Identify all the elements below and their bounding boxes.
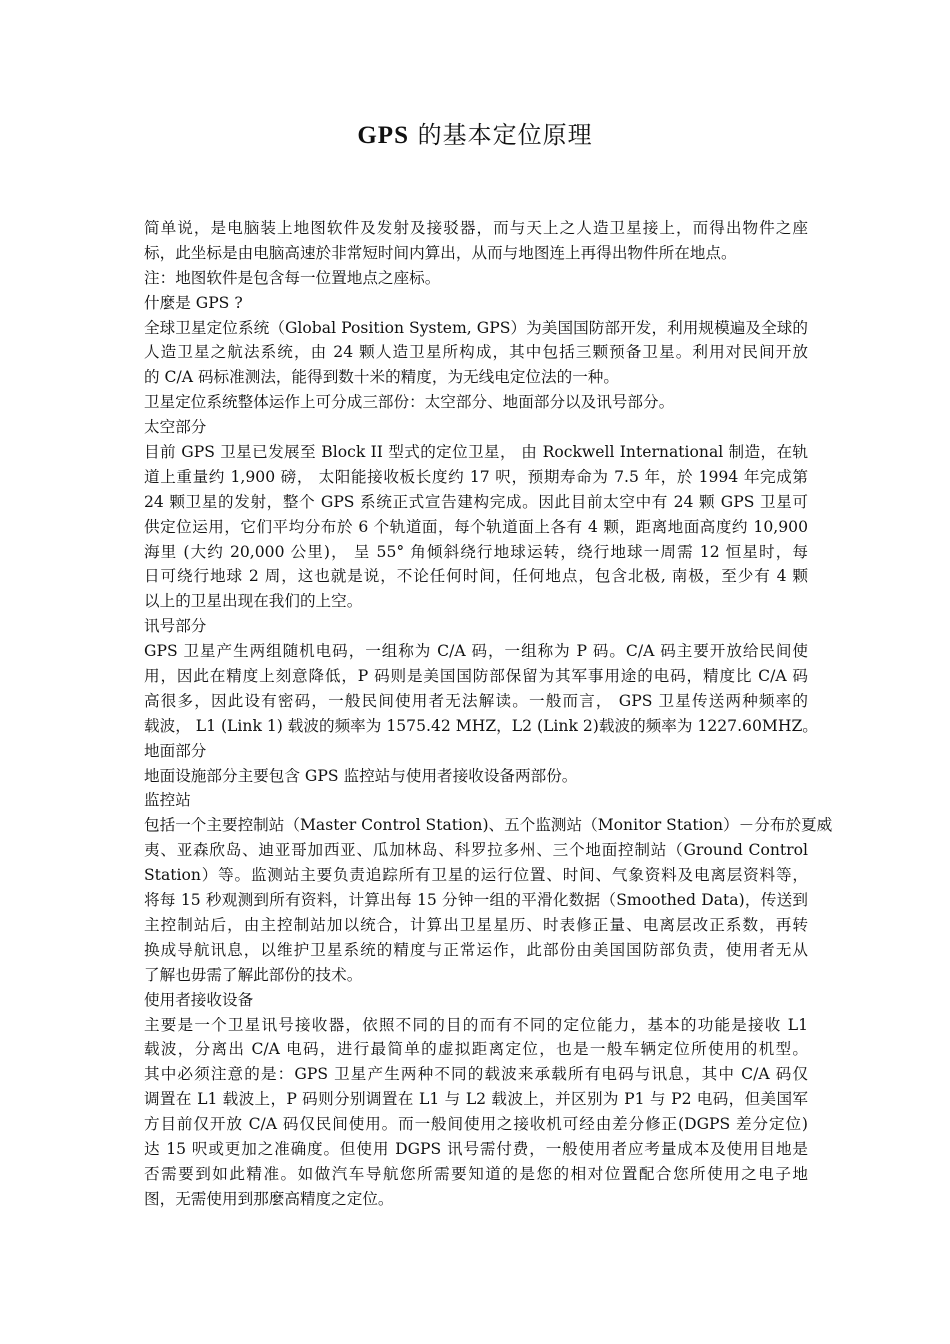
text-line: 换成导航讯息，以维护卫星系统的精度与正常运作，此部份由美国国防部负责，使用者无从 (144, 940, 808, 959)
text-line: 太空部分 (144, 418, 207, 437)
text-line: 什麼是 GPS ? (144, 293, 243, 312)
text-line: 简单说，是电脑装上地图软件及发射及接驳器，而与天上之人造卫星接上，而得出物件之座 (144, 219, 808, 237)
title-bold: GPS (357, 122, 409, 149)
text-line: 用，因此在精度上刻意降低，P 码则是美国国防部保留为其军事用途的电码，精度比 C/A 码 (144, 667, 808, 686)
text-line: 方目前仅开放 C/A 码仅民间使用。而一般间使用之接收机可经由差分修正(DGPS 差分定位) (144, 1115, 808, 1134)
text-line: 24 颗卫星的发射，整个 GPS 系统正式宣告建构完成。因此目前太空中有 24 颗 GPS 卫星可 (144, 492, 808, 511)
text-line: 调置在 L1 载波上，P 码则分别调置在 L1 与 L2 载波上，并区别为 P1 与 P2 电码，但美国军 (144, 1090, 808, 1109)
text-line: 海里 (大约 20,000 公里)， 呈 55° 角倾斜绕行地球运转，绕行地球一周需 12 恒星时，每 (144, 542, 808, 561)
text-line: GPS 卫星产生两组随机电码，一组称为 C/A 码，一组称为 P 码。C/A 码主要开放给民间使 (144, 642, 808, 661)
text-line: 主控制站后，由主控制站加以统合，计算出卫星星历、时表修正量、电离层改正系数，再转 (144, 915, 808, 934)
text-line: 图，无需使用到那麼高精度之定位。 (144, 1189, 394, 1208)
text-line: 监控站 (144, 791, 191, 810)
text-line: 人造卫星之航法系统，由 24 颗人造卫星所构成，其中包括三颗预备卫星。利用对民间开放 (144, 343, 808, 362)
text-line: 达 15 呎或更加之准确度。但使用 DGPS 讯号需付费，一般使用者应考量成本及使用目地是 (144, 1139, 808, 1158)
text-line: 了解也毋需了解此部份的技术。 (144, 965, 363, 984)
text-line: 注：地图软件是包含每一位置地点之座标。 (144, 268, 441, 287)
body-text (144, 216, 833, 1212)
text-line: 载波， L1 (Link 1) 载波的频率为 1575.42 MHZ，L2 (Link 2)载波的频率为 1227.60MHZ。 (144, 716, 818, 735)
text-line: 全球卫星定位系统（Global Position System, GPS）为美国国防部开发，利用规模遍及全球的 (144, 318, 808, 337)
text-line: 道上重量约 1,900 磅， 太阳能接收板长度约 17 呎，预期寿命为 7.5 年，於 1994 年完成第 (144, 467, 808, 486)
text-line: 使用者接收设备 (144, 990, 254, 1009)
text-line: 目前 GPS 卫星已发展至 Block II 型式的定位卫星， 由 Rockwell International 制造，在轨 (144, 443, 808, 462)
text-line: 地面设施部分主要包含 GPS 监控站与使用者接收设备两部份。 (144, 766, 578, 785)
text-line: 夷、亚森欣岛、迪亚哥加西亚、瓜加林岛、科罗拉多州、三个地面控制站（Ground Control (144, 841, 808, 860)
text-line: Station）等。监测站主要负责追踪所有卫星的运行位置、时间、气象资料及电离层资料等， (144, 866, 808, 885)
text-line: 的 C/A 码标准测法，能得到数十米的精度，为无线电定位法的一种。 (144, 368, 619, 387)
text-line: 将每 15 秒观测到所有资料，计算出每 15 分钟一组的平滑化数据（Smoothed Data)，传送到 (144, 891, 808, 910)
text-line: 否需要到如此精准。如做汽车导航您所需要知道的是您的相对位置配合您所使用之电子地 (144, 1164, 808, 1183)
text-line: 主要是一个卫星讯号接收器，依照不同的目的而有不同的定位能力，基本的功能是接收 L1 (144, 1015, 808, 1034)
text-line: 包括一个主要控制站（Master Control Station)、五个监测站（Monitor Station）－分布於夏威 (144, 816, 833, 835)
title-rest: 的基本定位原理 (417, 121, 593, 149)
text-line: 载波，分离出 C/A 电码，进行最简单的虚拟距离定位，也是一般车辆定位所使用的机型。 (144, 1040, 808, 1059)
text-line: 讯号部分 (144, 617, 207, 636)
text-line: 卫星定位系统整体运作上可分成三部份：太空部分、地面部分以及讯号部分。 (144, 393, 675, 412)
text-line: 高很多，因此设有密码，一般民间使用者无法解读。一般而言， GPS 卫星传送两种频率的 (144, 691, 808, 710)
text-line: 地面部分 (144, 741, 207, 760)
text-line: 日可绕行地球 2 周，这也就是说，不论任何时间，任何地点，包含北极, 南极，至少有 4 颗 (144, 567, 808, 586)
page-title (0, 118, 950, 153)
text-line: 其中必须注意的是：GPS 卫星产生两种不同的载波来承载所有电码与讯息，其中 C/A 码仅 (144, 1065, 808, 1084)
text-line: 以上的卫星出现在我们的上空。 (144, 592, 363, 611)
text-line: 标，此坐标是由电脑高速於非常短时间内算出，从而与地图连上再得出物件所在地点。 (144, 243, 737, 262)
text-line: 供定位运用，它们平均分布於 6 个轨道面，每个轨道面上各有 4 颗，距离地面高度约 10,900 (144, 517, 808, 536)
